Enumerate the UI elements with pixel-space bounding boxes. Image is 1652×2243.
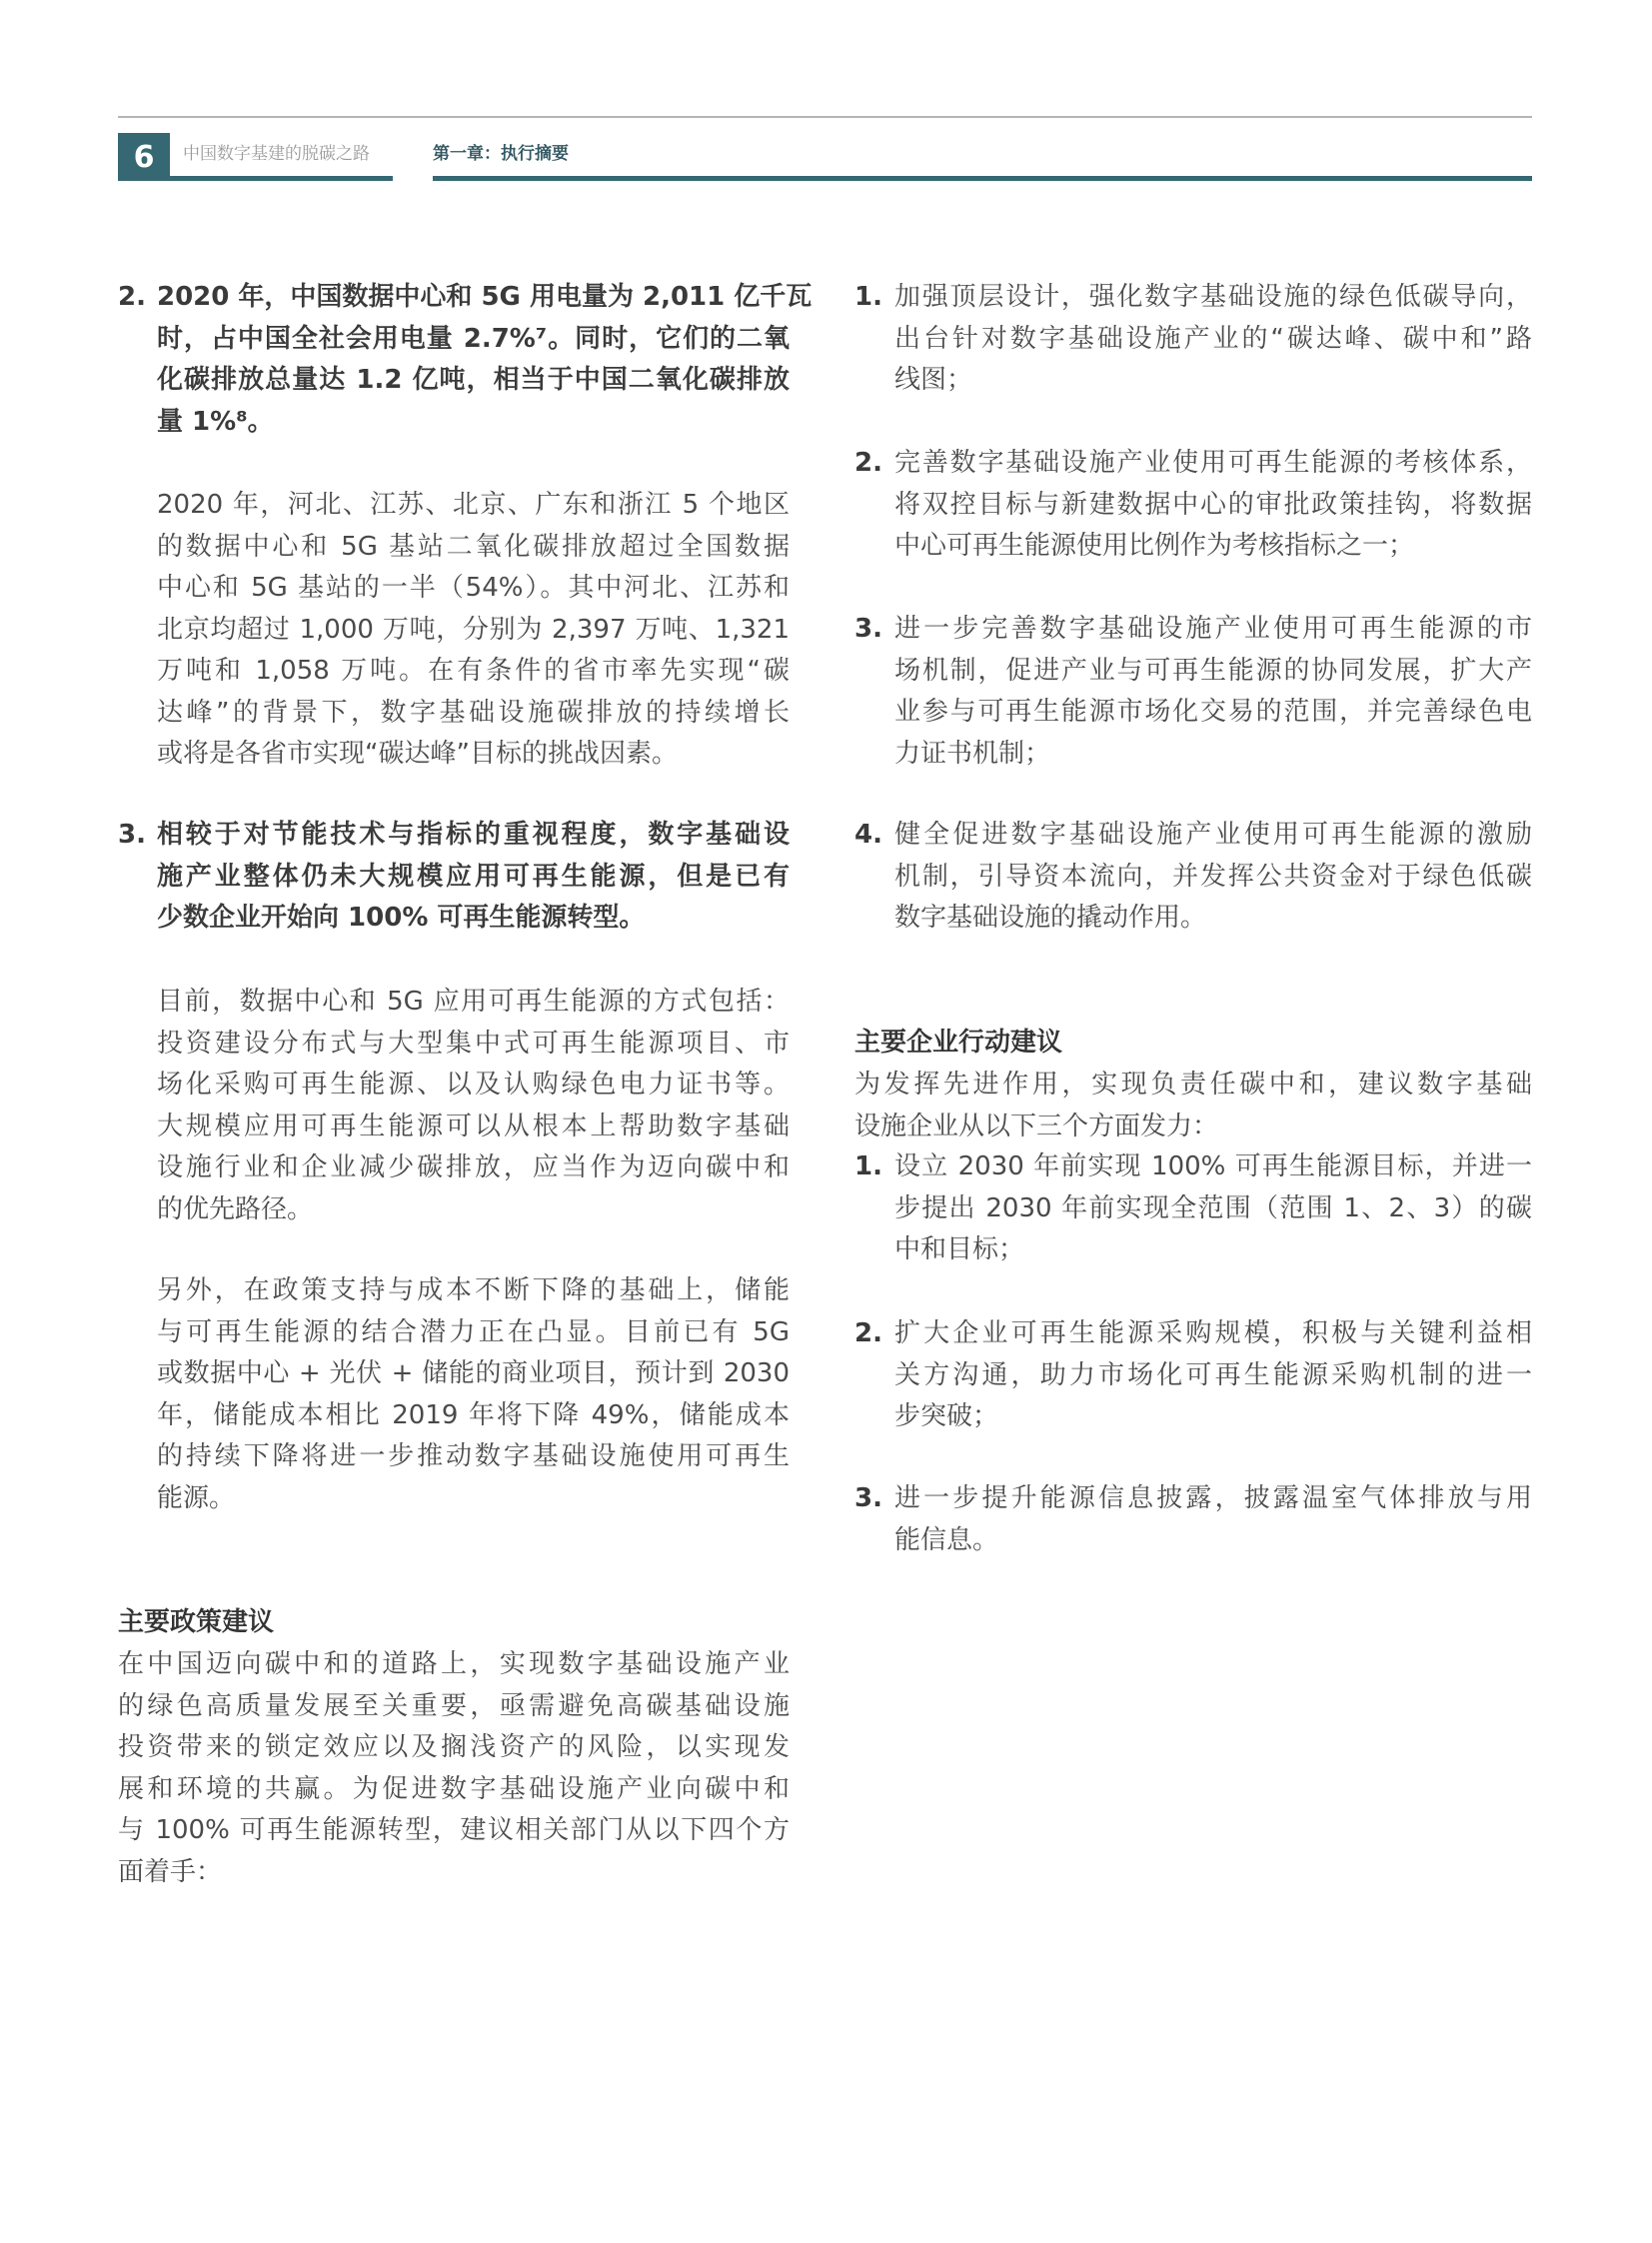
enterprise-item bbox=[894, 1146, 1532, 1271]
text-line: 机制，引导资本流向，并发挥公共资金对于绿色低碳 bbox=[894, 861, 1532, 892]
enterprise-heading: 主要企业行动建议 bbox=[854, 1028, 1063, 1058]
finding-2 bbox=[157, 277, 813, 443]
text-line: 2020 年，河北、江苏、北京、广东和浙江 5 个地区 bbox=[157, 490, 790, 520]
text-line: 与可再生能源的结合潜力正在凸显。目前已有 5G bbox=[157, 1316, 790, 1347]
header-rule bbox=[118, 116, 1532, 118]
text-line: 北京均超过 1,000 万吨，分别为 2,397 万吨、1,321 bbox=[157, 614, 790, 645]
text-line: 场机制，促进产业与可再生能源的协同发展，扩大产 bbox=[894, 655, 1532, 686]
text-line: 进一步完善数字基础设施产业使用可再生能源的市 bbox=[894, 614, 1532, 644]
text-line: 年，储能成本相比 2019 年将下降 49%，储能成本 bbox=[157, 1399, 790, 1430]
text-line: 步提出 2030 年前实现全范围（范围 1、2、3）的碳 bbox=[894, 1192, 1532, 1223]
text-line: 投资建设分布式与大型集中式可再生能源项目、市 bbox=[157, 1028, 790, 1059]
text-line: 的持续下降将进一步推动数字基础设施使用可再生 bbox=[157, 1441, 790, 1471]
text-line: 相较于对节能技术与指标的重视程度，数字基础设 bbox=[157, 820, 790, 850]
text-line: 将双控目标与新建数据中心的审批政策挂钩，将数据 bbox=[894, 489, 1532, 520]
text-line: 能信息。 bbox=[894, 1524, 999, 1555]
text-line: 面着手： bbox=[118, 1856, 223, 1887]
item-number: 2. bbox=[118, 282, 146, 312]
text-line: 达峰”的背景下，数字基础设施碳排放的持续增长 bbox=[157, 697, 790, 728]
text-line: 的数据中心和 5G 基站二氧化碳排放超过全国数据 bbox=[157, 531, 790, 562]
text-line: 扩大企业可再生能源采购规模，积极与关键利益相 bbox=[894, 1318, 1532, 1348]
text-line: 场化采购可再生能源、以及认购绿色电力证书等。 bbox=[157, 1070, 790, 1100]
text-line: 能源。 bbox=[157, 1482, 236, 1513]
item-number: 3. bbox=[854, 1483, 882, 1513]
header-bar bbox=[170, 176, 393, 181]
text-line: 力证书机制； bbox=[894, 738, 1051, 769]
text-line: 时，占中国全社会用电量 2.7%⁷。同时，它们的二氧 bbox=[157, 323, 790, 354]
text-line: 中心可再生能源使用比例作为考核指标之一； bbox=[894, 531, 1415, 561]
text-line: 中和目标； bbox=[894, 1234, 1025, 1264]
text-line: 量 1%⁸。 bbox=[157, 406, 274, 437]
text-line: 出台针对数字基础设施产业的“碳达峰、碳中和”路 bbox=[894, 323, 1532, 354]
item-number: 1. bbox=[854, 1151, 882, 1181]
text-line: 为发挥先进作用，实现负责任碳中和，建议数字基础 bbox=[854, 1070, 1532, 1100]
enterprise-intro bbox=[854, 1065, 1532, 1147]
policy-heading: 主要政策建议 bbox=[118, 1607, 275, 1637]
paragraph bbox=[157, 1270, 790, 1519]
text-line: 少数企业开始向 100% 可再生能源转型。 bbox=[157, 903, 646, 933]
item-number: 1. bbox=[854, 282, 882, 312]
text-line: 线图； bbox=[894, 365, 973, 395]
text-line: 的优先路径。 bbox=[157, 1193, 314, 1224]
text-line: 加强顶层设计，强化数字基础设施的绿色低碳导向， bbox=[894, 282, 1532, 312]
text-line: 设施企业从以下三个方面发力： bbox=[854, 1111, 1219, 1141]
text-line: 另外，在政策支持与成本不断下降的基础上，储能 bbox=[157, 1275, 790, 1305]
enterprise-item bbox=[894, 1313, 1532, 1438]
policy-item bbox=[894, 815, 1532, 940]
text-line: 目前，数据中心和 5G 应用可再生能源的方式包括： bbox=[157, 987, 790, 1017]
text-line: 数字基础设施的撬动作用。 bbox=[894, 903, 1207, 933]
text-line: 2020 年，中国数据中心和 5G 用电量为 2,011 亿千瓦 bbox=[157, 282, 813, 312]
item-number: 2. bbox=[854, 1318, 882, 1348]
text-line: 设施行业和企业减少碳排放，应当作为迈向碳中和 bbox=[157, 1152, 790, 1182]
text-line: 万吨和 1,058 万吨。在有条件的省市率先实现“碳 bbox=[157, 656, 790, 686]
text-line: 关方沟通，助力市场化可再生能源采购机制的进一 bbox=[894, 1359, 1532, 1390]
text-line: 投资带来的锁定效应以及搁浅资产的风险，以实现发 bbox=[118, 1732, 790, 1762]
text-line: 步突破； bbox=[894, 1401, 999, 1431]
paragraph bbox=[157, 485, 790, 776]
text-line: 施产业整体仍未大规模应用可再生能源，但是已有 bbox=[157, 861, 790, 892]
policy-item bbox=[894, 609, 1532, 775]
policy-item bbox=[894, 277, 1532, 402]
text-line: 的绿色高质量发展至关重要，亟需避免高碳基础设施 bbox=[118, 1690, 790, 1721]
text-line: 业参与可再生能源市场化交易的范围，并完善绿色电 bbox=[894, 697, 1532, 727]
page-number: 6 bbox=[118, 133, 170, 181]
item-number: 3. bbox=[118, 820, 146, 850]
text-line: 中心和 5G 基站的一半（54%）。其中河北、江苏和 bbox=[157, 573, 790, 603]
book-title: 中国数字基建的脱碳之路 bbox=[183, 144, 370, 164]
text-line: 化碳排放总量达 1.2 亿吨，相当于中国二氧化碳排放 bbox=[157, 365, 790, 395]
text-line: 大规模应用可再生能源可以从根本上帮助数字基础 bbox=[157, 1111, 790, 1141]
paragraph bbox=[157, 982, 790, 1230]
item-number: 3. bbox=[854, 614, 882, 644]
header-bar bbox=[433, 176, 1532, 181]
policy-item bbox=[894, 443, 1532, 568]
finding-3 bbox=[157, 815, 790, 940]
text-line: 健全促进数字基础设施产业使用可再生能源的激励 bbox=[894, 820, 1532, 850]
policy-intro bbox=[118, 1644, 790, 1893]
item-number: 2. bbox=[854, 448, 882, 478]
text-line: 展和环境的共赢。为促进数字基础设施产业向碳中和 bbox=[118, 1773, 790, 1804]
text-line: 进一步提升能源信息披露，披露温室气体排放与用 bbox=[894, 1483, 1532, 1513]
text-line: 设立 2030 年前实现 100% 可再生能源目标，并进一 bbox=[894, 1151, 1532, 1181]
text-line: 完善数字基础设施产业使用可再生能源的考核体系， bbox=[894, 448, 1532, 478]
text-line: 与 100% 可再生能源转型，建议相关部门从以下四个方 bbox=[118, 1815, 790, 1845]
text-line: 在中国迈向碳中和的道路上，实现数字基础设施产业 bbox=[118, 1649, 790, 1679]
text-line: 或将是各省市实现“碳达峰”目标的挑战因素。 bbox=[157, 739, 678, 769]
text-line: 或数据中心 + 光伏 + 储能的商业项目，预计到 2030 bbox=[157, 1358, 790, 1388]
chapter-title: 第一章：执行摘要 bbox=[433, 144, 569, 164]
enterprise-item bbox=[894, 1478, 1532, 1561]
item-number: 4. bbox=[854, 820, 882, 850]
